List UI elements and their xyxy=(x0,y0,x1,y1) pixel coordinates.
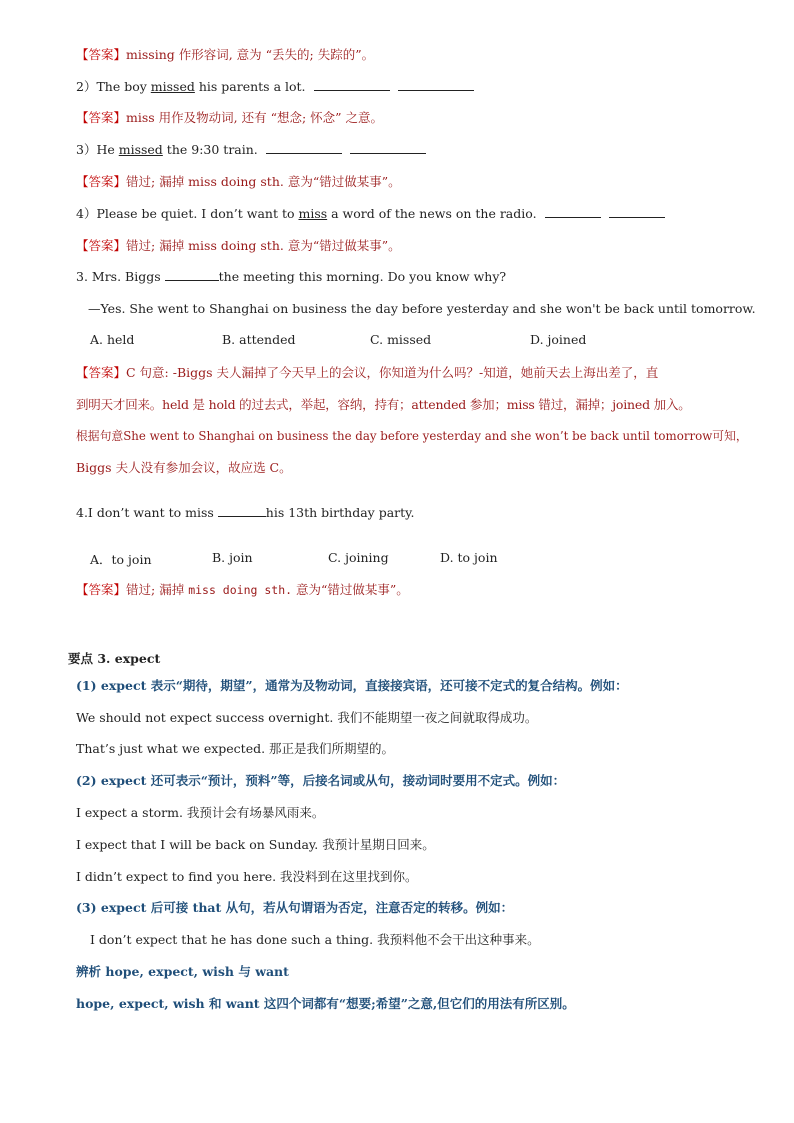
example-sentence: We should not expect success overnight. 我们不能期望一夜之间就取得成功。 xyxy=(76,710,538,725)
answer-blank[interactable] xyxy=(218,504,266,517)
example-sentence: That’s just what we expected. 那正是我们所期望的。 xyxy=(76,741,395,756)
answer-line xyxy=(76,46,374,64)
answer-line: 【答案】C 句意: -Biggs 夫人漏掉了今天早上的会议，你知道为什么吗？-知道，她前天去上海出差了，直 xyxy=(76,365,659,380)
example-sentence: I didn’t expect to find you here. 我没料到在这里找到你。 xyxy=(76,869,418,884)
answer-blank[interactable] xyxy=(545,205,601,218)
answer-blank[interactable] xyxy=(398,78,474,91)
answer-line: 【答案】错过; 漏掉 miss doing sth. 意为“错过做某事”。 xyxy=(76,582,409,597)
option-b[interactable]: B. join xyxy=(212,550,253,565)
answer-blank[interactable] xyxy=(609,205,665,218)
underlined-word: miss xyxy=(298,206,328,221)
question-line: 3）He missed the 9:30 train. xyxy=(76,141,426,159)
option-c[interactable]: C. joining xyxy=(328,550,389,565)
subsection-title: (1) expect 表示“期待，期望”，通常为及物动词，直接接宾语，还可接不定式的复合结构。例如： xyxy=(76,678,628,693)
answer-line: 到明天才回来。held 是 hold 的过去式，举起，容纳，持有；attended 参加；miss 错过，漏掉；joined 加入。 xyxy=(76,397,691,412)
answer-line: 【答案】错过; 漏掉 miss doing sth. 意为“错过做某事”。 xyxy=(76,238,401,253)
underlined-word: missed xyxy=(118,142,163,157)
answer-line: 【答案】miss 用作及物动词, 还有 “想念; 怀念” 之意。 xyxy=(76,110,384,125)
subsection-title: (3) expect 后可接 that 从句，若从句谓语为否定，注意否定的转移。例如： xyxy=(76,900,514,915)
option-d[interactable]: D. joined xyxy=(530,332,587,347)
option-a[interactable]: A. held xyxy=(90,332,135,347)
answer-line: 根据句意She went to Shanghai on business the day before yesterday and she won’t be back until tomorrow可知， xyxy=(76,429,748,443)
example-sentence: I don’t expect that he has done such a thing. 我预料他不会干出这种事来。 xyxy=(90,932,540,947)
answer-line: 【答案】错过; 漏掉 miss doing sth. 意为“错过做某事”。 xyxy=(76,174,401,189)
comparison-title: 辨析 hope, expect, wish 与 want xyxy=(76,964,289,979)
option-d[interactable]: D. to join xyxy=(440,550,498,565)
example-sentence: I expect that I will be back on Sunday. 我预计星期日回来。 xyxy=(76,837,435,852)
option-c[interactable]: C. missed xyxy=(370,332,432,347)
answer-blank[interactable] xyxy=(266,141,342,154)
answer-blank[interactable] xyxy=(350,141,426,154)
question-line: 4）Please be quiet. I don’t want to miss a word of the news on the radio. xyxy=(76,205,665,223)
comparison-text: hope, expect, wish 和 want 这四个词都有“想要;希望”之意,但它们的用法有所区别。 xyxy=(76,996,575,1011)
answer-label: 【答案】 xyxy=(76,47,127,62)
question-line: 2）The boy missed his parents a lot. xyxy=(76,78,474,96)
question-stem: 4.I don’t want to miss his 13th birthday party. xyxy=(76,505,415,520)
option-a[interactable]: A．to join xyxy=(90,552,152,567)
answer-line: Biggs 夫人没有参加会议，故应选 C。 xyxy=(76,460,292,475)
underlined-word: missed xyxy=(150,79,195,94)
option-b[interactable]: B. attended xyxy=(222,332,296,347)
answer-blank[interactable] xyxy=(314,78,390,91)
answer-text: missing 作形容词, 意为 “丢失的; 失踪的”。 xyxy=(126,47,375,62)
answer-blank[interactable] xyxy=(165,268,219,281)
dialogue-reply: —Yes. She went to Shanghai on business the day before yesterday and she won't be back until tomorrow. xyxy=(88,301,756,316)
subsection-title: (2) expect 还可表示“预计，预料”等，后接名词或从句，接动词时要用不定式。例如： xyxy=(76,773,566,788)
question-stem: 3. Mrs. Biggs the meeting this morning. Do you know why? xyxy=(76,269,507,284)
section-heading: 要点 3. expect xyxy=(68,651,161,666)
example-sentence: I expect a storm. 我预计会有场暴风雨来。 xyxy=(76,805,325,820)
